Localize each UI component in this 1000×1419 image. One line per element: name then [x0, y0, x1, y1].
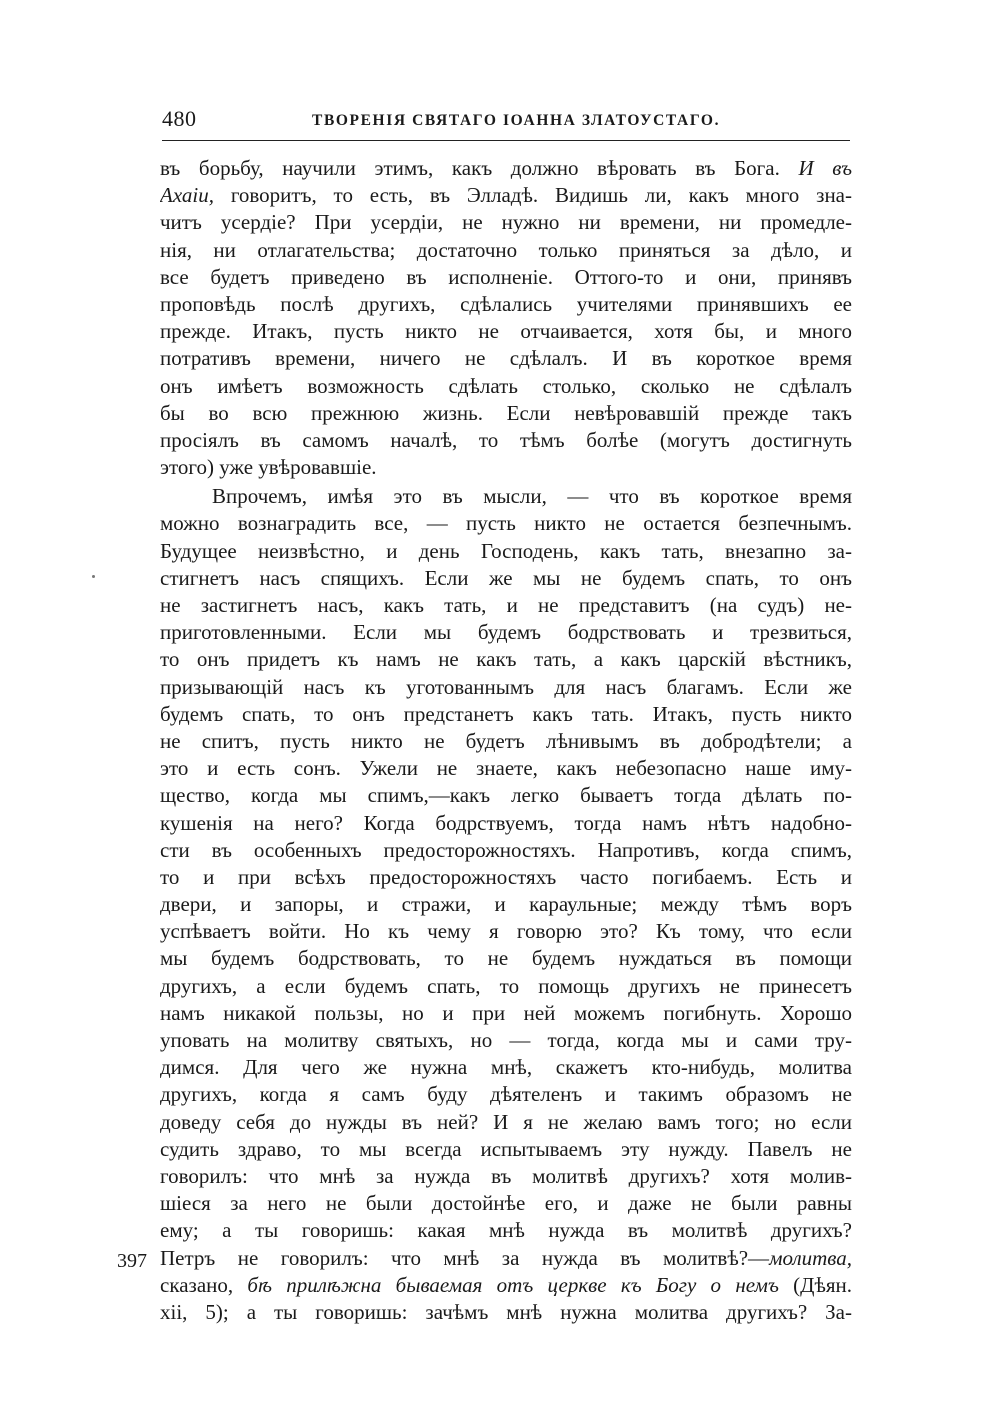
text-line: прежде. Итакъ, пусть никто не отчаивается, хотя бы, и много — [160, 319, 852, 344]
text-line: то и при всѣхъ предосторожностяхъ часто погибаемъ. Есть и — [160, 864, 852, 889]
text-line: сказано, бѣ прилѣжна бываемая отъ церкве къ Богу о немъ (Дѣян. — [160, 1272, 852, 1297]
body-text — [160, 155, 852, 1326]
text-line: въ борьбу, научили этимъ, какъ должно вѣровать въ Бога. И въ — [160, 156, 852, 180]
text-line: другихъ, а если будемъ спать, то помощь другихъ не принесетъ — [160, 973, 852, 998]
text-line: то онъ придетъ къ намъ не какъ тать, а какъ царскій вѣстникъ, — [160, 647, 852, 672]
text-line: приготовленными. Если мы будемъ бодрствовать и трезвиться, — [160, 620, 852, 645]
text-line: будемъ спать, то онъ предстанетъ какъ тать. Итакъ, пусть никто — [160, 701, 852, 726]
text-line: ему; а ты говоришь: какая мнѣ нужда въ молитвѣ другихъ? — [160, 1218, 852, 1243]
text-line: Будущее неизвѣстно, и день Господень, какъ тать, внезапно за- — [160, 538, 852, 563]
text-line: бы во всю прежнюю жизнь. Если невѣровавшій прежде такъ — [160, 400, 852, 425]
page-number: 480 — [162, 106, 197, 131]
text-line: успѣваетъ войти. Но къ чему я говорю это? Къ тому, что если — [160, 919, 852, 944]
text-line: щество, когда мы спимъ,—какъ легко бываетъ тогда дѣлать по- — [160, 783, 852, 808]
text-line: можно вознаградить все, — пусть никто не остается безпечнымъ. — [160, 511, 852, 536]
text-line: говорилъ: что мнѣ за нужда въ молитвѣ другихъ? хотя молив- — [160, 1163, 852, 1188]
text-line: судить здраво, то мы всегда испытываемъ эту нужду. Павелъ не — [160, 1136, 852, 1161]
text-line: этого) уже увѣровавшіе. — [160, 455, 377, 480]
text-line: уповать на молитву святыхъ, но — тогда, когда мы и сами тру- — [160, 1028, 852, 1052]
text-line: мы будемъ бодрствовать, то не будемъ нуждаться въ помощи — [160, 946, 852, 971]
text-line: Петръ не говорилъ: что мнѣ за нужда въ молитвѣ?—молитва, — [160, 1245, 852, 1270]
text-line: призывающій насъ къ уготованнымъ для насъ благамъ. Если же — [160, 674, 852, 699]
text-line: онъ имѣетъ возможность сдѣлать столько, сколько не сдѣлалъ — [160, 373, 852, 398]
text-line: проповѣдь послѣ другихъ, сдѣлались учителями принявшихъ ее — [160, 291, 852, 316]
text-line: Ахаіи, говоритъ, то есть, въ Элладѣ. Видишь ли, какъ много зна- — [160, 183, 852, 208]
text-line: читъ усердіе? При усердіи, не нужно ни времени, ни промедле- — [160, 210, 852, 235]
margin-reference-number: 397 — [117, 1250, 147, 1272]
page-header — [162, 106, 850, 141]
text-line: xii, 5); а ты говоришь: зачѣмъ мнѣ нужна молитва другихъ? За- — [160, 1299, 852, 1324]
text-line: стигнетъ насъ спящихъ. Если же мы не будемъ спать, то онъ — [160, 565, 852, 590]
text-line: другихъ, когда я самъ буду дѣятеленъ и такимъ образомъ не — [160, 1082, 852, 1107]
text-line: все будетъ приведено въ исполненіе. Оттого-то и они, принявъ — [160, 264, 852, 289]
scan-speck — [92, 575, 95, 578]
text-line: двери, и запоры, и стражи, и караульные; между тѣмъ воръ — [160, 892, 852, 917]
text-line: нія, ни отлагательства; достаточно только приняться за дѣло, и — [160, 237, 852, 262]
text-line: сти въ особенныхъ предосторожностяхъ. Напротивъ, когда спимъ, — [160, 837, 852, 862]
text-line: кушенія на него? Когда бодрствуемъ, тогда намъ нѣтъ надобно- — [160, 810, 852, 835]
text-line: намъ никакой пользы, но и при ней можемъ погибнуть. Хорошо — [160, 1000, 852, 1025]
text-line: димся. Для чего же нужна мнѣ, скажетъ кто-нибудь, молитва — [160, 1055, 852, 1080]
text-line: просіялъ въ самомъ началѣ, то тѣмъ болѣе (могутъ достигнуть — [160, 427, 852, 452]
text-line: не застигнетъ насъ, какъ тать, и не представитъ (на судъ) не- — [160, 593, 852, 617]
running-title: ТВОРЕНІЯ СВЯТАГО ІОАННА ЗЛАТОУСТАГО. — [312, 112, 721, 129]
text-line: шіеся за него не были достойнѣе его, и даже не были равны — [160, 1191, 852, 1216]
text-line: доведу себя до нужды въ ней? И я не желаю вамъ того; но если — [160, 1109, 852, 1134]
paragraph-start: Впрочемъ, имѣя это въ мысли, — что въ короткое время — [212, 484, 852, 509]
text-line: не спитъ, пусть никто не будетъ лѣнивымъ въ добродѣтели; а — [160, 728, 852, 753]
text-line: это и есть сонъ. Ужели не знаете, какъ небезопасно наше иму- — [160, 756, 852, 781]
text-line: потративъ времени, ничего не сдѣлалъ. И въ короткое время — [160, 346, 852, 371]
